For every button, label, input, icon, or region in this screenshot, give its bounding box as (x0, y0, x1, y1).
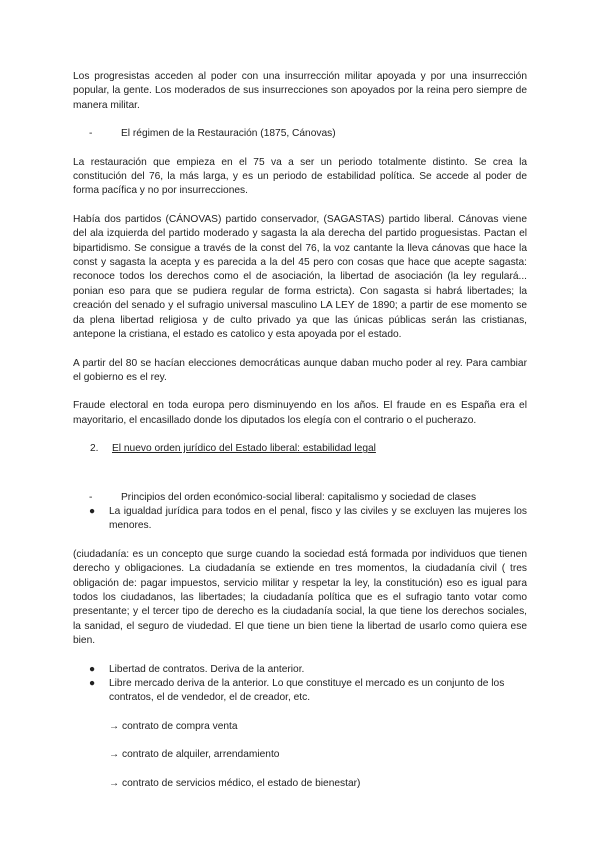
paragraph-fraude: Fraude electoral en toda europa pero disminuyendo en los años. El fraude en es España era el mayoritario, el encasillado donde los diputados los elegía con el contrario o el pucherazo. (73, 400, 527, 426)
dash-item-text: Principios del orden económico-social liberal: capitalismo y sociedad de clases (121, 491, 477, 503)
bullet-text: Libre mercado deriva de la anterior. Lo que constituye el mercado es un conjunto de los contratos, el de vendedor, el de creador, etc. (109, 678, 505, 704)
bullet-marker: ● (89, 663, 96, 675)
dash-marker: - (89, 491, 93, 503)
paragraph-ciudadania: (ciudadanía: es un concepto que surge cuando la sociedad está formada por individuos que tienen derecho y obligaciones. La ciudadanía se extiende en tres momentos, la ciudadanía civil ( tres obligación de: pagar impuestos, servicio militar y respetar la ley, la constitución) eso es igual para todos los ciudadanos, las libertades; la ciudadanía política que es el sufragio tanto votar como presentante; y el tercer tipo de derecho es la ciudadanía social, la que tiene los derechos sociales, la sanidad, el seguro de viudedad. El que tiene un bien tiene la libertad de usarlo como quiera ese bien. (73, 548, 527, 647)
paragraph-progresistas: Los progresistas acceden al poder con una insurrección militar apoyada y por una insurrección popular, la gente. Los moderados de sus insurrecciones son apoyados por la reina pero siempre de manera militar. (73, 71, 527, 111)
bullet-libertad-contratos (73, 663, 527, 677)
dash-item-text: El régimen de la Restauración (1875, Cánovas) (121, 128, 336, 140)
bullet-marker: ● (89, 678, 96, 689)
dash-marker: - (89, 128, 93, 140)
bullet-text: La igualdad jurídica para todos en el penal, fisco y las civiles y se excluyen las mujeres los menores. (109, 505, 527, 532)
bullet-libre-mercado (73, 677, 527, 706)
paragraph-partidos: Había dos partidos (CÁNOVAS) partido conservador, (SAGASTAS) partido liberal. Cánovas viene del ala izquierda del partido moderado y sagasta la ala derecha del partido proguesistas. Pactan el bipartidismo. Se consigue a través de la const del 76, la voz cantante la lleva cánovas que hace la const y sagasta la acepta y es parecida a la del 45 pero con cosas que hace que acepte sagasta: reconoce todos los derechos como el de asociación, la libertad de asociación (la ley regulará... ponian eso para que se pudiera regular de forma estricta). Con sagasta si habrá libertades; la creación del senado y el sufragio universal masculino LA LEY de 1890; a partir de ese momento se da plena libertad religiosa y de culto privado ya que las únicas públicas serán las cristianas, antepone la cristiana, el estado es catolico y esta apoyada por el estado. (73, 213, 527, 341)
bullet-text: Libertad de contratos. Deriva de la anterior. (109, 663, 305, 675)
bullet-marker: ● (89, 505, 96, 517)
dash-item-principios (73, 491, 527, 505)
section-title: El nuevo orden jurídico del Estado liberal: estabilidad legal (112, 443, 376, 455)
document-page (73, 70, 527, 791)
arrow-item-compraventa: → contrato de compra venta (109, 720, 238, 732)
section-heading-2 (73, 442, 527, 456)
paragraph-restauracion: La restauración que empieza en el 75 va a ser un periodo totalmente distinto. Se crea la constitución del 76, la más larga, y es un periodo de estabilidad política. Se accede al poder de forma pacífica y no por insurrecciones. (73, 156, 527, 197)
bullet-igualdad (73, 505, 527, 534)
paragraph-elecciones: A partir del 80 se hacían elecciones democráticas aunque daban mucho poder al rey. Para cambiar el gobierno es el rey. (73, 357, 527, 383)
dash-item-restauracion (73, 127, 527, 141)
arrow-item-alquiler: → contrato de alquiler, arrendamiento (109, 749, 280, 761)
section-number: 2. (90, 443, 99, 455)
arrow-item-servicios: → contrato de servicios médico, el estado de bienestar) (109, 777, 361, 789)
